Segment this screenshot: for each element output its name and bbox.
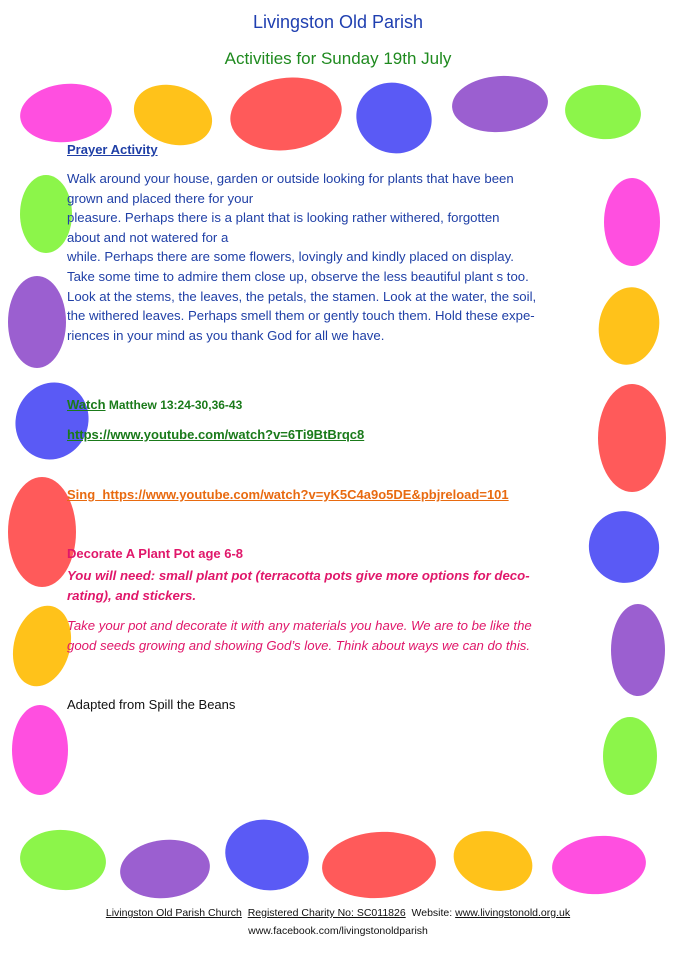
prayer-line: grown and placed there for your bbox=[67, 190, 254, 206]
prayer-text bbox=[67, 169, 536, 345]
red-blob bbox=[598, 384, 666, 492]
watch-link[interactable]: https://www.youtube.com/watch?v=6Ti9BtBrqc8 bbox=[67, 427, 365, 442]
blue-blob bbox=[579, 501, 669, 593]
purple-blob bbox=[611, 604, 665, 696]
blue-blob bbox=[3, 370, 101, 471]
credit-text: Adapted from Spill the Beans bbox=[67, 697, 236, 712]
instruction-line: good seeds growing and showing God’s love. Think about ways we can do this. bbox=[67, 638, 531, 653]
decorate-instructions bbox=[67, 616, 532, 656]
prayer-heading: Prayer Activity bbox=[67, 142, 158, 157]
decorate-heading: Decorate A Plant Pot age 6-8 bbox=[67, 546, 244, 561]
instruction-line: Take your pot and decorate it with any materials you have. We are to be like the bbox=[67, 618, 532, 633]
green-blob bbox=[562, 81, 643, 143]
green-blob bbox=[20, 175, 72, 253]
footer-charity: Registered Charity No: SC011826 bbox=[247, 907, 406, 919]
footer-church: Livingston Old Parish Church bbox=[105, 907, 242, 919]
watch-line bbox=[67, 397, 242, 412]
purple-blob bbox=[117, 835, 213, 902]
watch-passage: Matthew 13:24-30,36-43 bbox=[105, 398, 243, 412]
prayer-line: Look at the stems, the leaves, the petals, the stamen. Look at the water, the soil, bbox=[67, 288, 537, 304]
prayer-line: Take some time to admire them close up, observe the less beautiful plant s too. bbox=[67, 268, 529, 284]
pink-blob bbox=[17, 79, 115, 146]
prayer-line: the withered leaves. Perhaps smell them or gently touch them. Hold these expe- bbox=[67, 308, 535, 324]
sing-link[interactable]: https://www.youtube.com/watch?v=yK5C4a9o5DE&pbjreload=101 bbox=[102, 487, 509, 502]
pink-blob bbox=[12, 705, 68, 795]
pink-blob bbox=[550, 832, 649, 898]
footer-line-1 bbox=[0, 907, 676, 919]
purple-blob bbox=[8, 276, 66, 368]
prayer-line: pleasure. Perhaps there is a plant that is looking rather withered, forgotten bbox=[67, 210, 500, 226]
prayer-line: about and not watered for a bbox=[67, 229, 229, 245]
prayer-line: Walk around your house, garden or outside looking for plants that have been bbox=[67, 171, 514, 186]
prayer-line: riences in your mind as you thank God for all we have. bbox=[67, 327, 385, 343]
blue-blob bbox=[219, 812, 316, 898]
red-blob bbox=[226, 71, 347, 158]
green-blob bbox=[18, 826, 109, 893]
footer-facebook-link[interactable]: www.facebook.com/livingstonoldparish bbox=[248, 925, 428, 937]
red-blob bbox=[320, 828, 438, 902]
needs-line: rating), and stickers. bbox=[67, 588, 196, 603]
page-subtitle: Activities for Sunday 19th July bbox=[224, 49, 452, 68]
prayer-line: while. Perhaps there are some flowers, lovingly and kindly placed on display. bbox=[67, 249, 514, 265]
watch-label: Watch bbox=[67, 397, 106, 412]
green-blob bbox=[603, 717, 657, 795]
footer-website-link[interactable]: www.livingstonold.org.uk bbox=[455, 907, 571, 919]
pink-blob bbox=[604, 178, 660, 266]
red-blob bbox=[8, 477, 76, 587]
page-title: Livingston Old Parish bbox=[252, 12, 424, 32]
sing-label: Sing bbox=[67, 487, 96, 502]
orange-blob bbox=[447, 823, 539, 900]
orange-blob bbox=[593, 282, 666, 369]
footer-website-label: Website: bbox=[411, 907, 453, 919]
sing-line bbox=[67, 487, 509, 502]
decorate-needs bbox=[67, 566, 530, 606]
purple-blob bbox=[450, 73, 550, 136]
blue-blob bbox=[346, 72, 441, 164]
needs-line: You will need: small plant pot (terracotta pots give more options for deco- bbox=[67, 568, 530, 583]
